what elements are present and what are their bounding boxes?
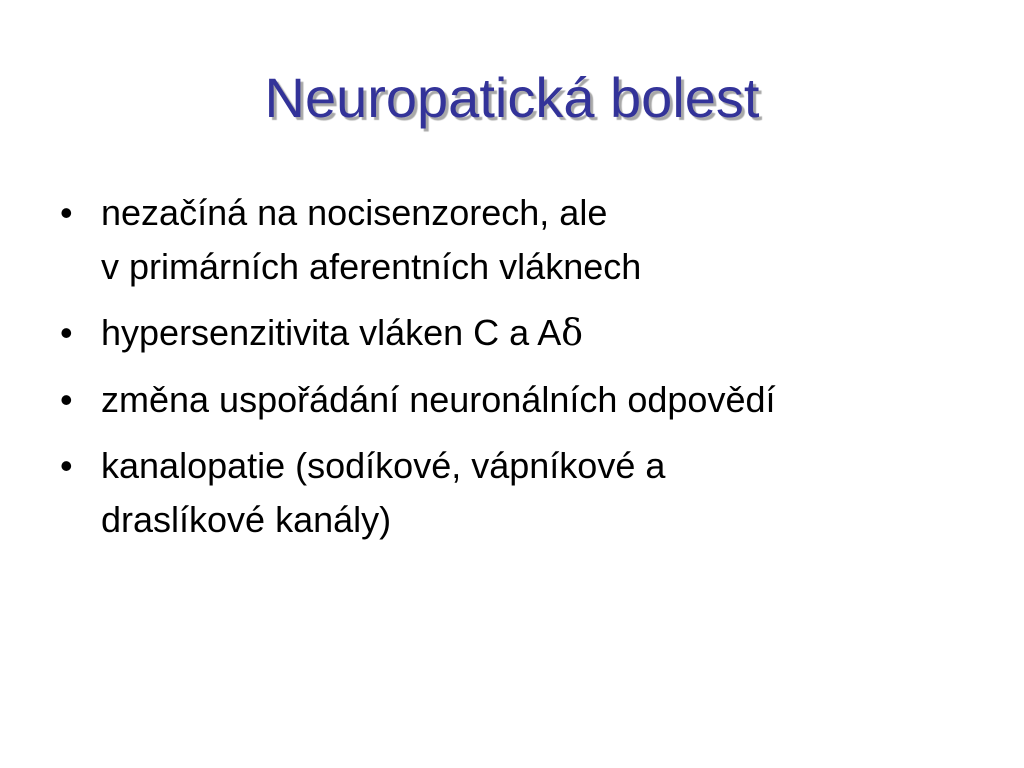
bullet-item: [60, 373, 990, 427]
bullet-marker: •: [60, 192, 73, 233]
bullet-text: hypersenzitivita vláken C a A: [101, 312, 562, 353]
bullet-text-line: v primárních aferentních vláknech: [101, 246, 642, 287]
greek-delta-symbol: δ: [561, 313, 583, 354]
bullet-text-line: kanalopatie (sodíkové, vápníkové a: [101, 445, 666, 486]
bullet-text-line: [101, 306, 990, 361]
bullet-item: [60, 439, 990, 547]
bullet-marker: •: [60, 379, 73, 420]
bullet-item: [60, 306, 990, 361]
bullet-text-line: nezačíná na nocisenzorech, ale: [101, 192, 608, 233]
bullet-item: [60, 186, 990, 294]
bullet-marker: •: [60, 312, 73, 353]
slide-title: Neuropatická bolest: [264, 66, 760, 129]
bullet-text-line: změna uspořádání neuronálních odpovědí: [101, 379, 776, 420]
bullet-text-line: draslíkové kanály): [101, 499, 392, 540]
bullet-list: [60, 186, 990, 559]
bullet-marker: •: [60, 445, 73, 486]
